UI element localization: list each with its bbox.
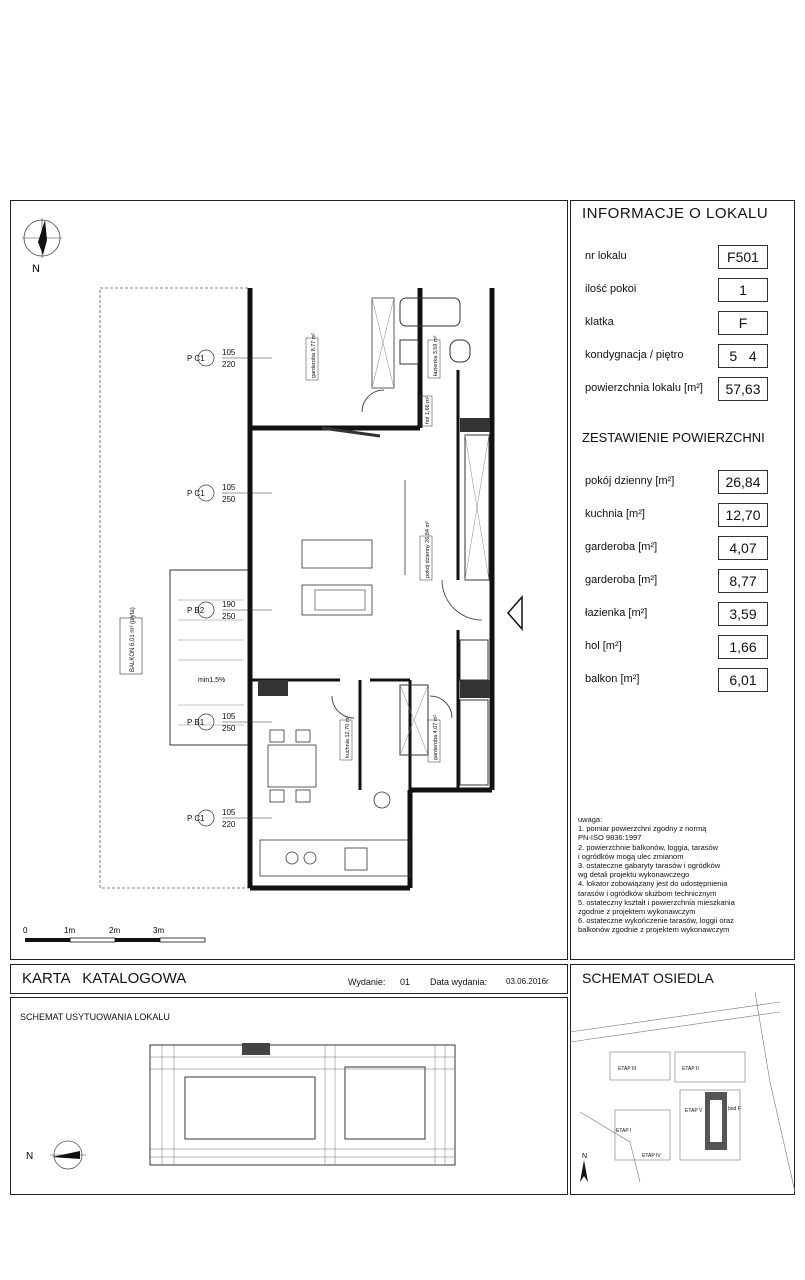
room-label-kitchen: kuchnia 12,70 m² <box>345 715 351 758</box>
info-label-rooms: ilość pokoi <box>585 283 637 295</box>
summary-label-wardrobe1: garderoba [m²] <box>585 541 658 553</box>
summary-title: ZESTAWIENIE POWIERZCHNI <box>582 430 765 445</box>
svg-text:P C1: P C1 <box>187 814 205 823</box>
info-value-rooms: 1 <box>718 278 768 302</box>
svg-text:P B2: P B2 <box>187 606 205 615</box>
scale-bar <box>23 926 205 942</box>
info-value-unit-number: F501 <box>718 245 768 269</box>
svg-text:250: 250 <box>222 724 236 733</box>
svg-text:105: 105 <box>222 712 236 721</box>
room-label-wardrobe2: garderoba 4,07 m² <box>433 714 439 760</box>
north-label: N <box>32 263 40 275</box>
svg-text:250: 250 <box>222 612 236 621</box>
terrace-area <box>100 288 250 888</box>
summary-value-bathroom: 3,59 <box>718 602 768 626</box>
summary-value-wardrobe2: 8,77 <box>718 569 768 593</box>
svg-text:190: 190 <box>222 600 236 609</box>
site-diagram <box>570 992 795 1195</box>
summary-value-wardrobe1: 4,07 <box>718 536 768 560</box>
summary-value-balcony: 6,01 <box>718 668 768 692</box>
svg-text:P C1: P C1 <box>187 354 205 363</box>
date-label: Data wydania: <box>430 977 488 987</box>
summary-label-living: pokój dzienny [m²] <box>585 475 675 487</box>
info-title: INFORMACJE O LOKALU <box>582 205 769 222</box>
summary-label-hall: hol [m²] <box>585 640 622 652</box>
slope-label: min1,5% <box>198 677 226 684</box>
info-value-floor: 5 4 <box>718 344 768 368</box>
svg-text:ETAP V: ETAP V <box>685 1108 703 1114</box>
svg-text:ETAP IV: ETAP IV <box>642 1153 661 1159</box>
edition-value: 01 <box>400 977 411 987</box>
floor-plan <box>10 200 568 960</box>
svg-text:ETAP III: ETAP III <box>618 1066 637 1072</box>
placement-north-label: N <box>26 1151 34 1162</box>
svg-text:220: 220 <box>222 820 236 829</box>
svg-text:bud F: bud F <box>728 1106 741 1112</box>
window-label-4 <box>187 712 272 733</box>
svg-text:2m: 2m <box>109 926 121 935</box>
edition-label: Wydanie: <box>348 977 386 987</box>
room-label-balcony: BALKON 6,01 m² (płyta) <box>130 607 136 672</box>
summary-value-hall: 1,66 <box>718 635 768 659</box>
date-value: 03.06.2016r <box>506 977 549 986</box>
site-title: SCHEMAT OSIEDLA <box>582 970 714 986</box>
north-arrow-icon <box>22 218 62 258</box>
window-label-5 <box>187 808 272 829</box>
notes-title: uwaga: <box>578 815 603 824</box>
placement-diagram <box>10 997 568 1195</box>
info-value-staircase: F <box>718 311 768 335</box>
svg-text:P C1: P C1 <box>187 489 205 498</box>
summary-value-living: 26,84 <box>718 470 768 494</box>
summary-label-balcony: balkon [m²] <box>585 673 640 685</box>
svg-text:105: 105 <box>222 483 236 492</box>
svg-text:220: 220 <box>222 360 236 369</box>
svg-text:P B1: P B1 <box>187 718 205 727</box>
placement-north-icon <box>50 1141 86 1169</box>
summary-label-bathroom: łazienka [m²] <box>585 607 648 619</box>
catalog-title: KARTA KATALOGOWA <box>22 970 187 987</box>
notes: uwaga: 1. pomiar powierzchni zgodny z normą PN-ISO 9836:1997 2. powierzchnie balkonów, loggia, tarasów i ogródków mogą ulec zmianom 3. ostateczne gabaryty tarasów i ogródków wg detali projektu wykonawczego 4. lokator zobowiązany jest do udostępnienia tarasów i ogródków służbom technicznym 5. ostateczny kształt i powierzchnia mieszkania zgodnie z projektem wykonawczym 6. ostateczne wykończenie tarasów, loggii oraz balkonów zgodnie z projektem wykonawczym <box>578 815 735 935</box>
placement-title: SCHEMAT USYTUOWANIA LOKALU <box>20 1012 170 1022</box>
info-value-area: 57,63 <box>718 377 768 401</box>
svg-text:3m: 3m <box>153 926 165 935</box>
svg-text:0: 0 <box>23 926 28 935</box>
info-label-unit-number: nr lokalu <box>585 250 627 262</box>
room-label-living: pokój dzienny 26,84 m² <box>425 521 431 578</box>
svg-text:250: 250 <box>222 495 236 504</box>
window-label-3 <box>187 600 272 621</box>
svg-text:105: 105 <box>222 348 236 357</box>
room-label-bathroom: łazienka 3,59 m² <box>433 335 439 376</box>
svg-text:105: 105 <box>222 808 236 817</box>
info-label-floor: kondygnacja / piętro <box>585 349 684 361</box>
room-label-wardrobe: garderoba 8,77 m² <box>311 332 317 378</box>
unit-highlight <box>242 1043 270 1055</box>
summary-label-wardrobe2: garderoba [m²] <box>585 574 658 586</box>
room-label-hall: hol 1,66 m² <box>425 396 431 424</box>
svg-text:ETAP I: ETAP I <box>616 1128 632 1134</box>
window-label-1 <box>187 348 272 369</box>
svg-text:N: N <box>582 1153 588 1160</box>
site-north-icon <box>580 1160 588 1182</box>
summary-label-kitchen: kuchnia [m²] <box>585 508 645 520</box>
info-label-staircase: klatka <box>585 316 614 328</box>
info-label-area: powierzchnia lokalu [m²] <box>585 382 703 394</box>
balcony-area <box>170 570 250 745</box>
window-label-2 <box>187 483 272 504</box>
svg-text:1m: 1m <box>64 926 76 935</box>
svg-text:ETAP II: ETAP II <box>682 1066 699 1072</box>
summary-value-kitchen: 12,70 <box>718 503 768 527</box>
